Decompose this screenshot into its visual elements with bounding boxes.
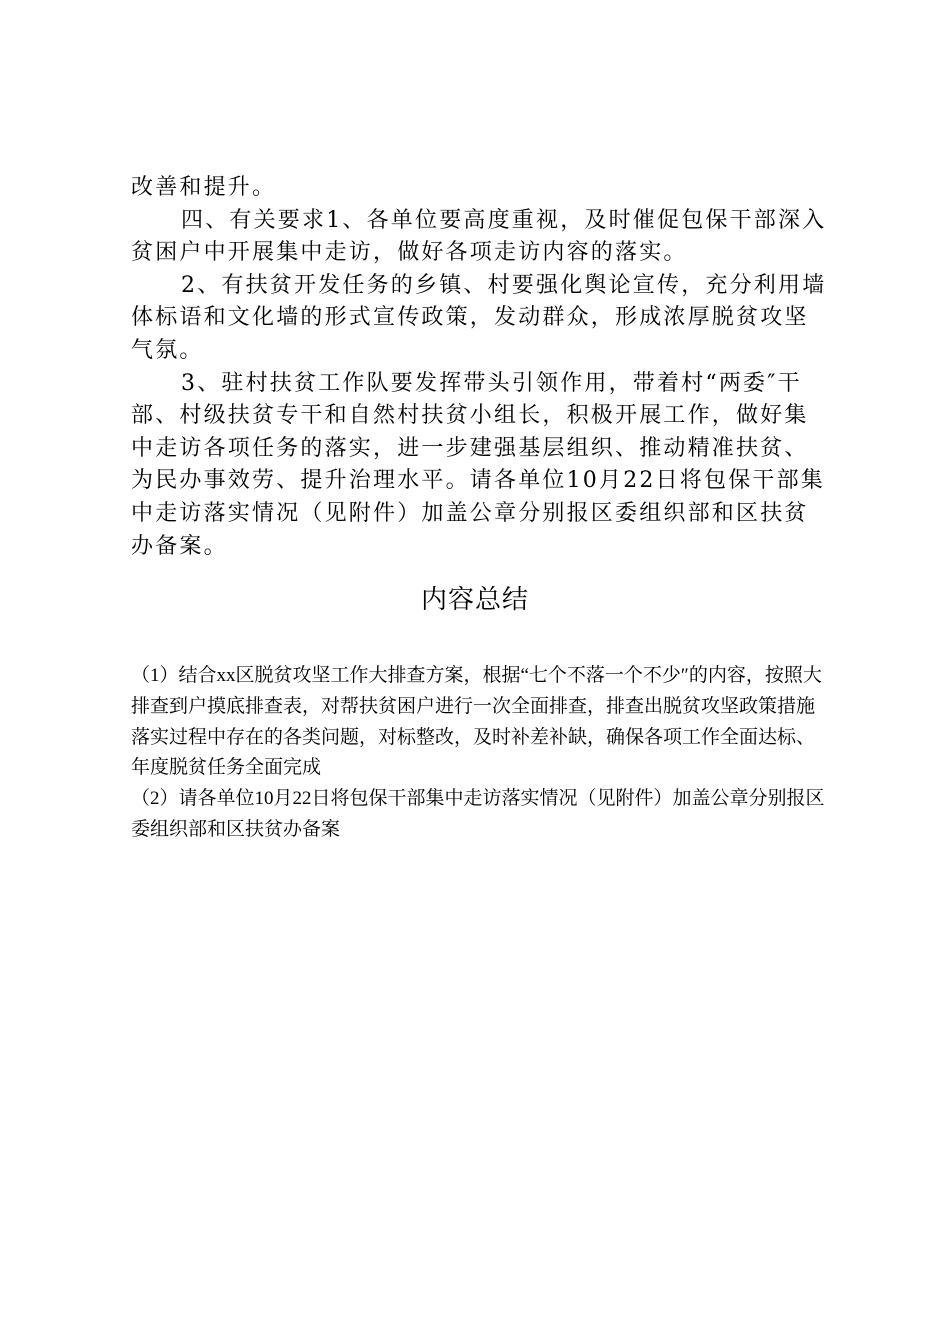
paragraph-work-team: 3、驻村扶贫工作队要发挥带头引领作用，带着村“两委″干部、村级扶贫专干和自然村扶贫小组长，积极开展工作，做好集中走访各项任务的落实，进一步建强基层组织、推动精准扶贫、为民办事效劳、提升治理水平。请各单位10月22日将包保干部集中走访落实情况（见附件）加盖公章分别报区委组织部和区扶贫办备案。	[131, 370, 825, 559]
summary-title: 内容总结	[420, 585, 529, 615]
summary-body	[131, 661, 831, 846]
document-body	[131, 172, 831, 563]
paragraph-requirements: 四、有关要求1、各单位要高度重视，及时催促包保干部深入贫困户中开展集中走访，做好各项走访内容的落实。	[131, 207, 827, 266]
paragraph-publicity: 2、有扶贫开发任务的乡镇、村要强化舆论宣传，充分利用墙体标语和文化墙的形式宣传政策，发动群众，形成浓厚脱贫攻坚气氛。	[131, 272, 827, 363]
summary-item: （2）请各单位10月22日将包保干部集中走访落实情况（见附件）加盖公章分别报区委组织部和区扶贫办备案	[131, 788, 825, 840]
summary-item: （1）结合xx区脱贫攻坚工作大排查方案，根据“七个不落一个不少″的内容，按照大排查到户摸底排查表，对帮扶贫困户进行一次全面排查，排查出脱贫攻坚政策措施落实过程中存在的各类问题，对标整改，及时补差补缺，确保各项工作全面达标、年度脱贫任务全面完成	[131, 665, 822, 779]
paragraph-continuation: 改善和提升。	[131, 175, 277, 200]
